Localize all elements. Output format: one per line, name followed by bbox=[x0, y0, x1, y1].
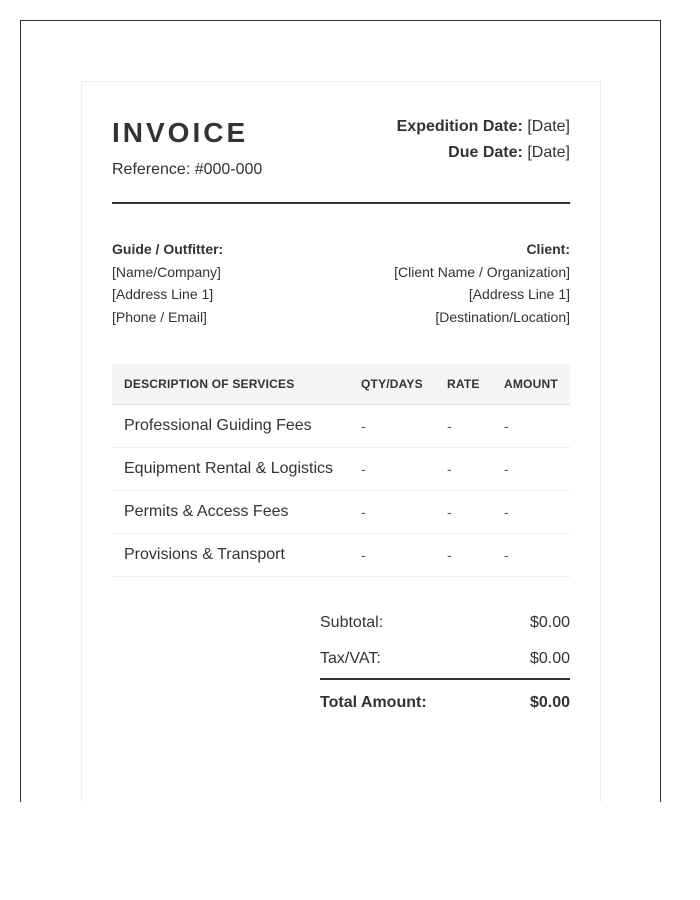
service-rate: - bbox=[447, 490, 504, 533]
table-row bbox=[112, 490, 570, 533]
invoice-title: INVOICE bbox=[112, 117, 249, 148]
client-address: [Address Line 1] bbox=[468, 286, 570, 302]
client-heading: Client: bbox=[526, 241, 570, 257]
service-amount: - bbox=[504, 490, 570, 533]
service-amount: - bbox=[504, 404, 570, 447]
invoice-header bbox=[112, 110, 570, 204]
guide-block bbox=[112, 238, 223, 328]
service-rate: - bbox=[447, 533, 504, 576]
table-header-row bbox=[112, 364, 570, 404]
subtotal-row bbox=[320, 613, 570, 649]
table-row bbox=[112, 447, 570, 490]
total-amount-row bbox=[320, 693, 570, 723]
invoice-content bbox=[112, 110, 570, 723]
parties-section bbox=[112, 204, 570, 364]
client-destination: [Destination/Location] bbox=[435, 308, 570, 325]
due-date-label: Due Date: bbox=[448, 144, 523, 161]
service-qty: - bbox=[361, 533, 447, 576]
invoice-dates bbox=[397, 114, 570, 166]
service-description: Permits & Access Fees bbox=[112, 490, 361, 533]
total-amount-label: Total Amount: bbox=[320, 693, 427, 711]
expedition-date-line bbox=[397, 114, 570, 140]
service-amount: - bbox=[504, 447, 570, 490]
service-qty: - bbox=[361, 490, 447, 533]
guide-name: [Name/Company] bbox=[112, 263, 221, 280]
client-block bbox=[394, 238, 570, 328]
tax-row bbox=[320, 649, 570, 685]
invoice-reference: Reference: #000-000 bbox=[112, 161, 263, 178]
totals-section bbox=[320, 613, 570, 723]
expedition-date-label: Expedition Date: bbox=[396, 118, 523, 135]
client-name: [Client Name / Organization] bbox=[394, 263, 570, 280]
service-description: Provisions & Transport bbox=[112, 533, 361, 576]
services-table bbox=[112, 364, 570, 577]
guide-heading: Guide / Outfitter: bbox=[112, 241, 224, 257]
table-row bbox=[112, 404, 570, 447]
expedition-date-value: [Date] bbox=[527, 118, 570, 135]
service-amount: - bbox=[504, 533, 570, 576]
due-date-value: [Date] bbox=[527, 144, 570, 161]
tax-label: Tax/VAT: bbox=[320, 649, 381, 667]
column-header-description: DESCRIPTION OF SERVICES bbox=[112, 364, 361, 404]
due-date-line bbox=[397, 140, 570, 166]
service-description: Equipment Rental & Logistics bbox=[112, 447, 361, 490]
tax-value: $0.00 bbox=[529, 649, 570, 667]
column-header-qty: QTY/DAYS bbox=[361, 364, 447, 404]
table-row bbox=[112, 533, 570, 576]
column-header-amount: AMOUNT bbox=[504, 364, 570, 404]
service-rate: - bbox=[447, 404, 504, 447]
total-amount-value: $0.00 bbox=[529, 693, 570, 711]
service-qty: - bbox=[361, 447, 447, 490]
service-rate: - bbox=[447, 447, 504, 490]
service-description: Professional Guiding Fees bbox=[112, 404, 361, 447]
subtotal-value: $0.00 bbox=[529, 613, 570, 631]
guide-contact: [Phone / Email] bbox=[112, 308, 207, 325]
guide-address: [Address Line 1] bbox=[112, 286, 214, 302]
column-header-rate: RATE bbox=[447, 364, 504, 404]
service-qty: - bbox=[361, 404, 447, 447]
subtotal-label: Subtotal: bbox=[320, 613, 384, 631]
